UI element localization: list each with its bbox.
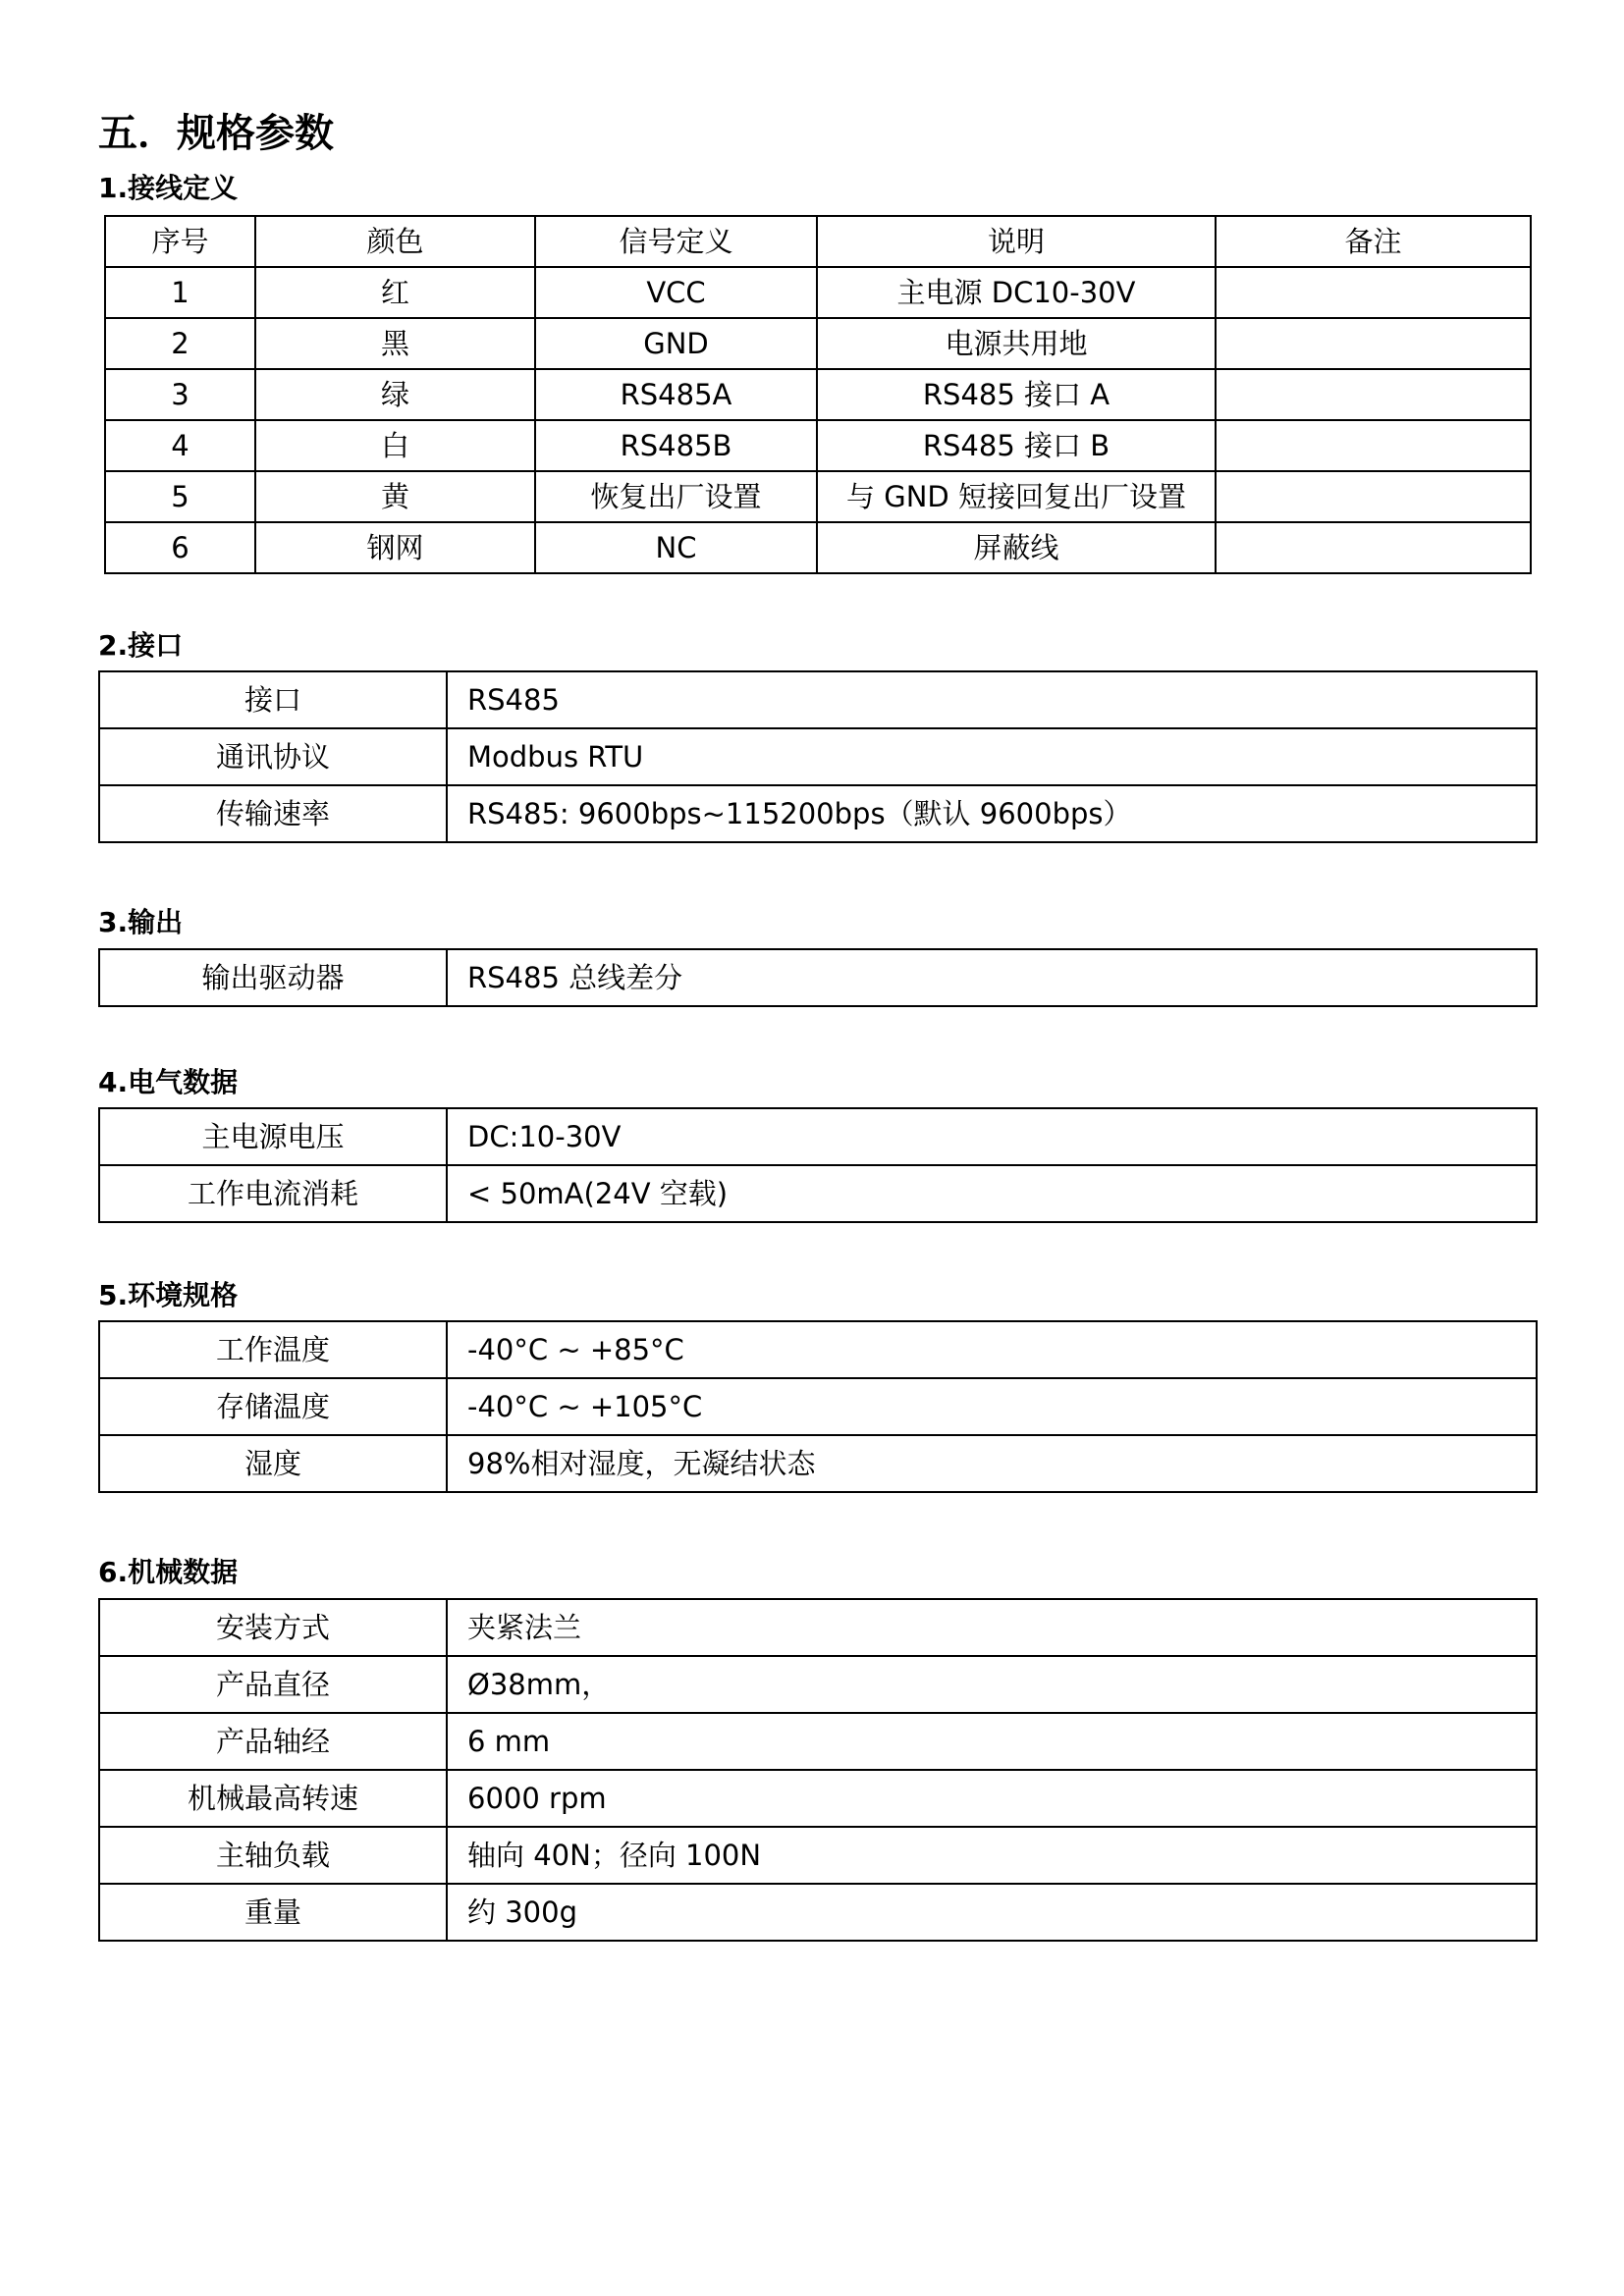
table-row: [105, 420, 1531, 471]
table-cell: 1: [105, 267, 255, 318]
table-cell: 钢网: [255, 522, 535, 573]
spec-label: 通讯协议: [99, 728, 447, 785]
table-cell: RS485A: [535, 369, 817, 420]
spec-value: RS485 总线差分: [447, 949, 1537, 1006]
spec-label: 接口: [99, 671, 447, 728]
table-cell: 绿: [255, 369, 535, 420]
header-cell-remark: 备注: [1216, 216, 1531, 267]
table-row: [99, 1770, 1537, 1827]
spec-value: RS485: [447, 671, 1537, 728]
table-row: [99, 1435, 1537, 1492]
section-title-environment: 5.环境规格: [98, 1279, 239, 1311]
spec-value: 约 300g: [447, 1884, 1537, 1941]
mechanical-table: [98, 1598, 1538, 1942]
spec-value: DC:10-30V: [447, 1108, 1537, 1165]
section-title-interface: 2.接口: [98, 629, 184, 662]
page-title: 五．规格参数: [98, 111, 334, 156]
spec-value: 夹紧法兰: [447, 1599, 1537, 1656]
table-row: [105, 471, 1531, 522]
spec-value: Ø38mm，: [447, 1656, 1537, 1713]
header-cell-signal: 信号定义: [535, 216, 817, 267]
output-table: [98, 948, 1538, 1007]
spec-label: 工作温度: [99, 1321, 447, 1378]
table-cell: 6: [105, 522, 255, 573]
spec-label: 输出驱动器: [99, 949, 447, 1006]
table-cell: [1216, 369, 1531, 420]
table-header-row: [105, 216, 1531, 267]
table-row: [99, 1108, 1537, 1165]
table-row: [99, 1713, 1537, 1770]
table-row: [99, 1165, 1537, 1222]
spec-label: 存储温度: [99, 1378, 447, 1435]
table-cell: GND: [535, 318, 817, 369]
spec-value: 98%相对湿度，无凝结状态: [447, 1435, 1537, 1492]
table-row: [99, 671, 1537, 728]
environment-table: [98, 1320, 1538, 1493]
table-cell: 主电源 DC10-30V: [817, 267, 1216, 318]
table-cell: 与 GND 短接回复出厂设置: [817, 471, 1216, 522]
table-cell: [1216, 471, 1531, 522]
table-cell: VCC: [535, 267, 817, 318]
table-row: [99, 1321, 1537, 1378]
section-title-output: 3.输出: [98, 906, 184, 938]
table-row: [105, 522, 1531, 573]
table-row: [99, 1884, 1537, 1941]
table-row: [105, 318, 1531, 369]
table-cell: [1216, 522, 1531, 573]
spec-label: 产品直径: [99, 1656, 447, 1713]
electrical-table: [98, 1107, 1538, 1223]
table-cell: 白: [255, 420, 535, 471]
spec-value: 6000 rpm: [447, 1770, 1537, 1827]
table-row: [99, 728, 1537, 785]
table-row: [99, 1827, 1537, 1884]
header-cell-color: 颜色: [255, 216, 535, 267]
table-cell: [1216, 318, 1531, 369]
spec-label: 主轴负载: [99, 1827, 447, 1884]
spec-label: 传输速率: [99, 785, 447, 842]
spec-label: 湿度: [99, 1435, 447, 1492]
spec-label: 机械最高转速: [99, 1770, 447, 1827]
table-cell: [1216, 420, 1531, 471]
header-cell-description: 说明: [817, 216, 1216, 267]
spec-label: 主电源电压: [99, 1108, 447, 1165]
spec-label: 工作电流消耗: [99, 1165, 447, 1222]
table-cell: 红: [255, 267, 535, 318]
wiring-table: [104, 215, 1532, 574]
table-cell: 恢复出厂设置: [535, 471, 817, 522]
table-cell: NC: [535, 522, 817, 573]
table-cell: RS485 接口 A: [817, 369, 1216, 420]
table-cell: RS485 接口 B: [817, 420, 1216, 471]
table-cell: RS485B: [535, 420, 817, 471]
spec-label: 重量: [99, 1884, 447, 1941]
interface-table: [98, 670, 1538, 843]
spec-label: 产品轴经: [99, 1713, 447, 1770]
table-row: [99, 1656, 1537, 1713]
table-cell: 屏蔽线: [817, 522, 1216, 573]
spec-value: Modbus RTU: [447, 728, 1537, 785]
table-cell: 3: [105, 369, 255, 420]
table-cell: 4: [105, 420, 255, 471]
spec-value: 6 mm: [447, 1713, 1537, 1770]
section-title-wiring: 1.接线定义: [98, 172, 239, 204]
spec-value: -40°C ~ +105°C: [447, 1378, 1537, 1435]
table-cell: 黄: [255, 471, 535, 522]
table-row: [105, 267, 1531, 318]
table-cell: 黑: [255, 318, 535, 369]
table-row: [99, 785, 1537, 842]
section-title-mechanical: 6.机械数据: [98, 1556, 239, 1588]
table-cell: 电源共用地: [817, 318, 1216, 369]
table-row: [99, 949, 1537, 1006]
spec-value: 轴向 40N；径向 100N: [447, 1827, 1537, 1884]
spec-label: 安装方式: [99, 1599, 447, 1656]
table-row: [99, 1599, 1537, 1656]
table-cell: 5: [105, 471, 255, 522]
table-cell: 2: [105, 318, 255, 369]
table-row: [105, 369, 1531, 420]
spec-value: RS485: 9600bps~115200bps（默认 9600bps）: [447, 785, 1537, 842]
header-cell-index: 序号: [105, 216, 255, 267]
table-row: [99, 1378, 1537, 1435]
spec-value: -40°C ~ +85°C: [447, 1321, 1537, 1378]
section-title-electrical: 4.电气数据: [98, 1066, 239, 1098]
table-cell: [1216, 267, 1531, 318]
spec-value: < 50mA(24V 空载): [447, 1165, 1537, 1222]
